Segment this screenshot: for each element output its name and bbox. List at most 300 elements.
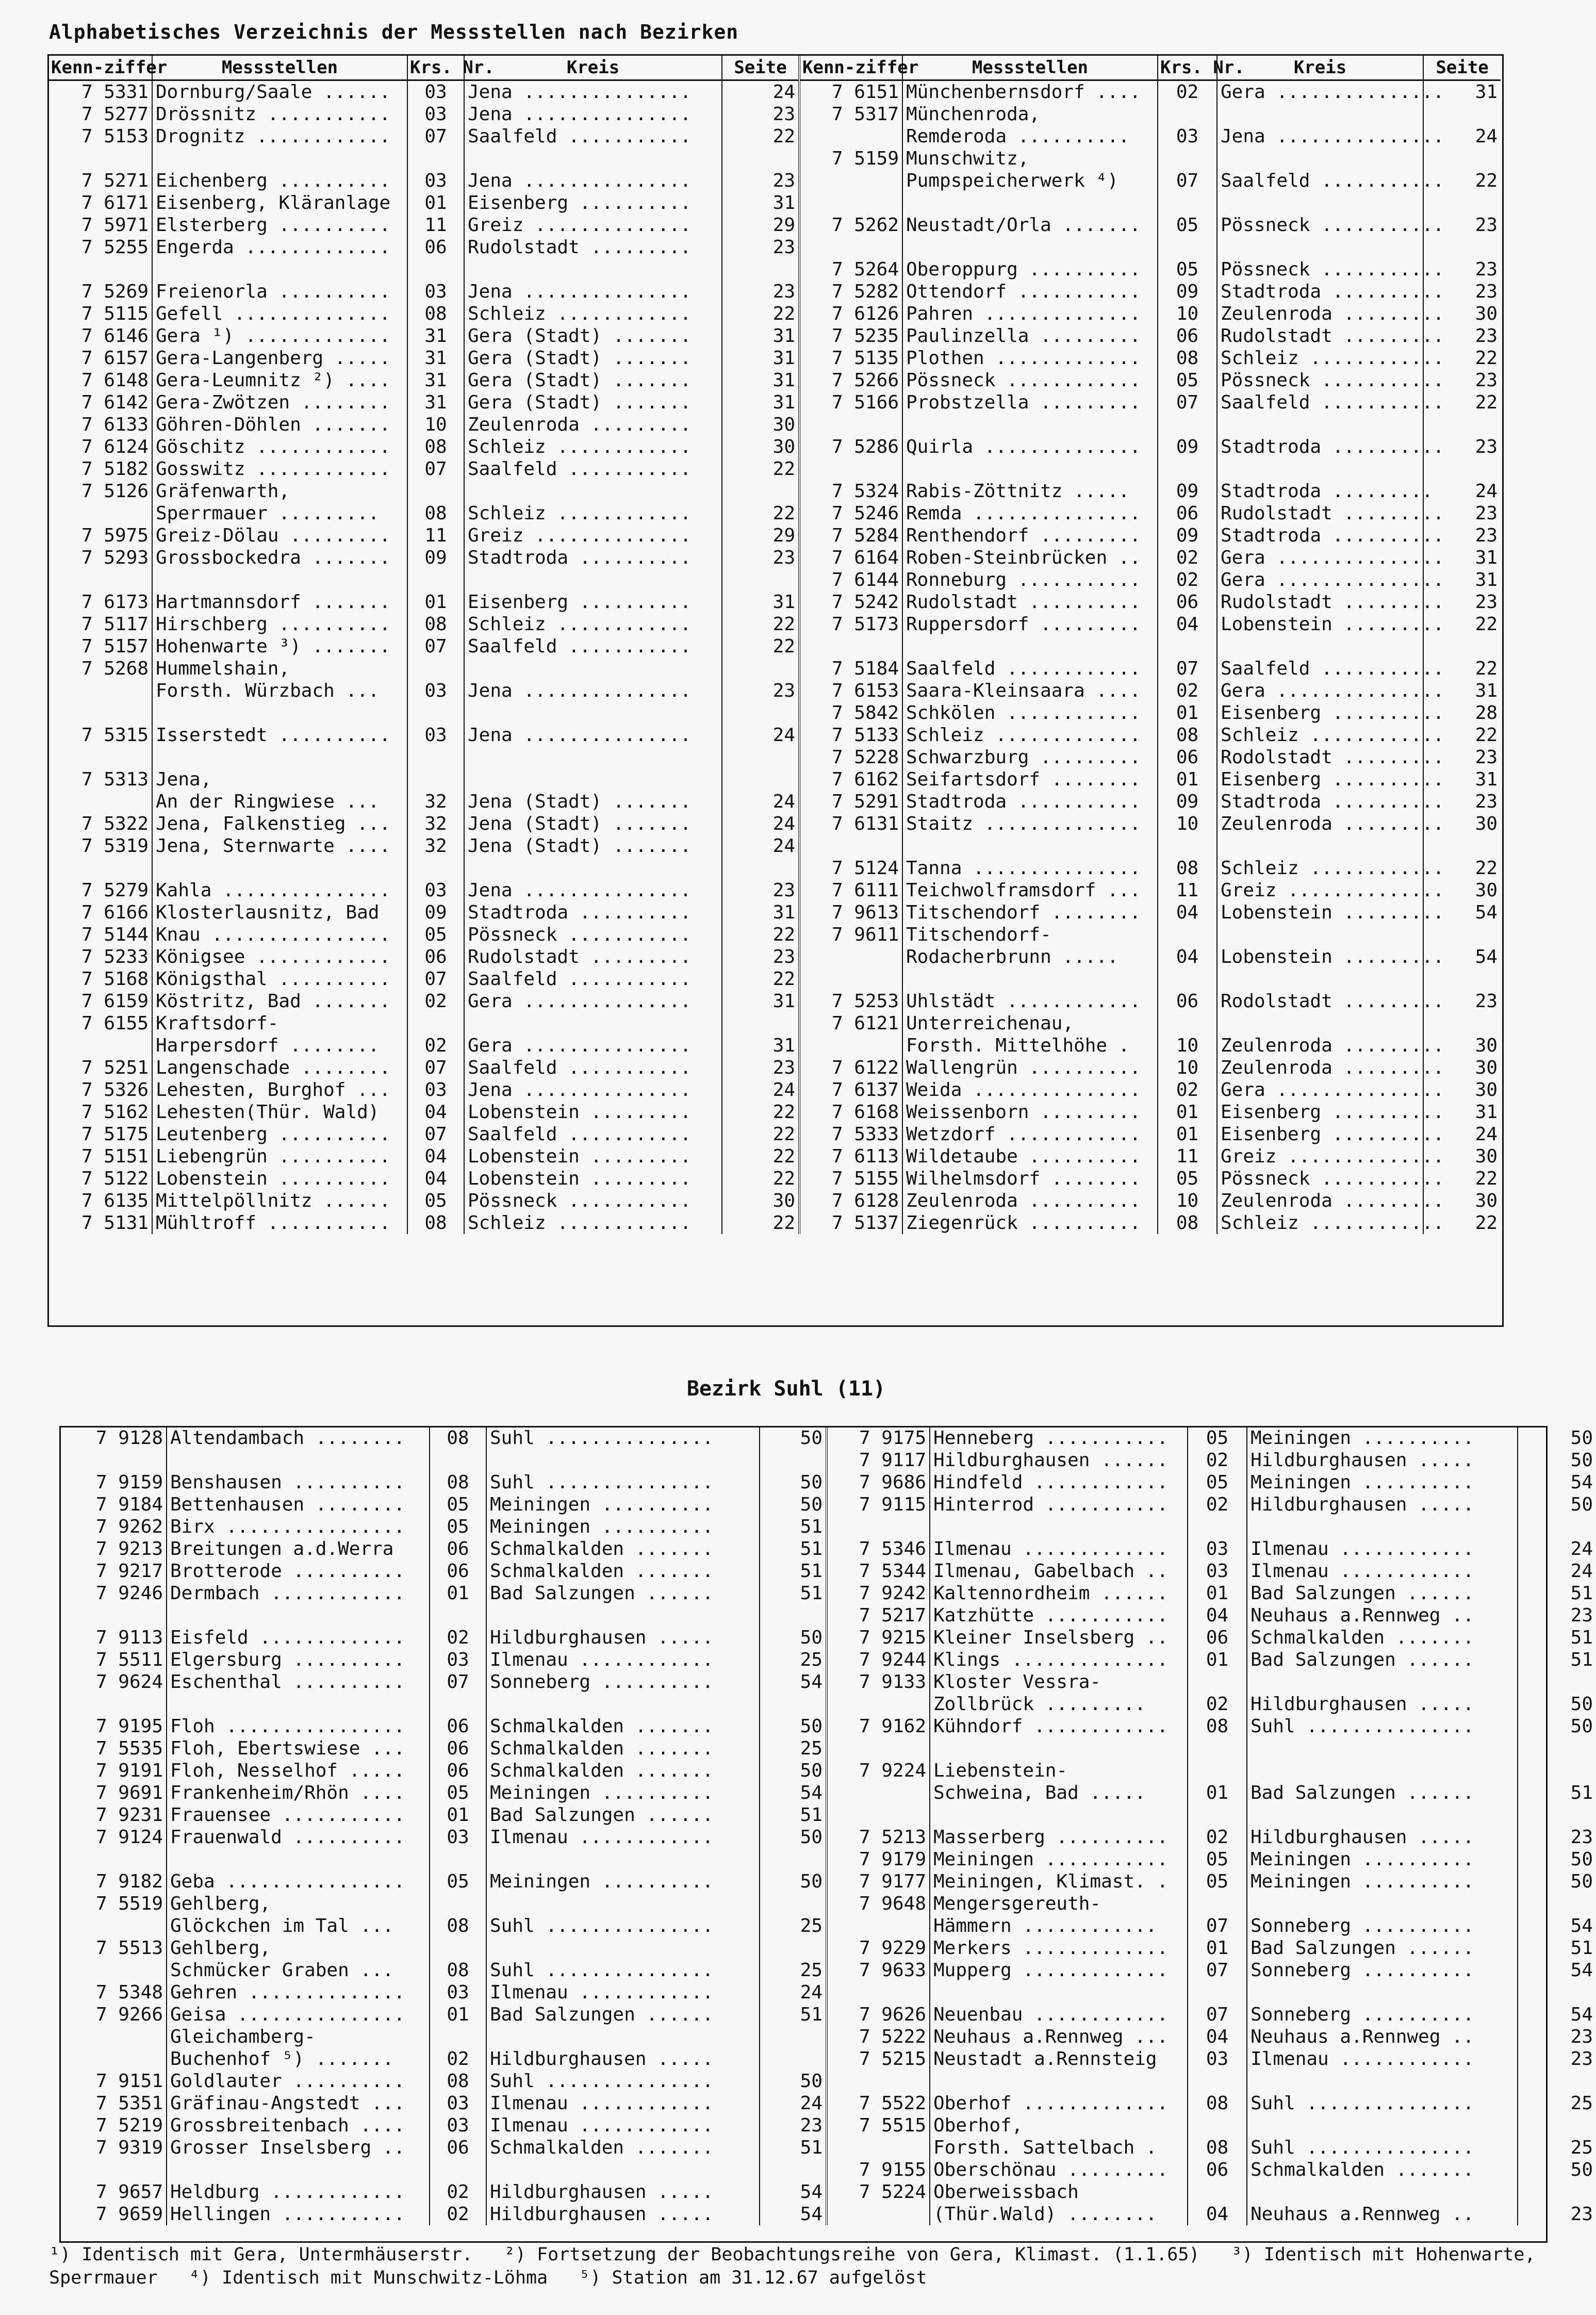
seite-cell: 51 xyxy=(1518,1649,1596,1671)
kennziffer-cell: 7 5262 xyxy=(799,214,902,236)
kreis-cell: Lobenstein ......... xyxy=(1217,946,1423,968)
kreis-cell: Pössneck ........... xyxy=(1217,214,1423,236)
messstelle-cell: Breitungen a.d.Werra xyxy=(167,1538,430,1560)
kreis-cell: Meiningen .......... xyxy=(486,1782,760,1804)
kennziffer-cell: 7 6135 xyxy=(81,1190,149,1211)
kreis-cell: Neuhaus a.Rennweg .. xyxy=(1247,2026,1518,2048)
seite-cell: 50 xyxy=(1518,1848,1596,1870)
messstelle-cell: Gehlberg, xyxy=(167,1937,430,1959)
table-row xyxy=(49,258,1501,281)
kreis-nr-cell: 11 xyxy=(1158,879,1217,901)
messstelle-cell: Gera-Leumnitz ²) .... xyxy=(152,369,407,391)
kennziffer-cell: 7 5255 xyxy=(81,237,149,258)
kennziffer-cell: 7 5279 xyxy=(81,880,149,901)
kreis-cell xyxy=(1247,1804,1518,1826)
kreis-nr-cell xyxy=(1158,1012,1217,1035)
seite-cell: 31 xyxy=(722,990,799,1012)
messstelle-cell: Ilmenau ............. xyxy=(930,1538,1188,1560)
kreis-nr-cell xyxy=(1158,458,1217,480)
kreis-cell: Jena (Stadt) ....... xyxy=(464,835,722,857)
seite-cell: 29 xyxy=(722,524,799,547)
kennziffer-cell: 7 6111 xyxy=(799,879,902,901)
footnote-2: ²) Fortsetzung der Beobachtungsreihe von Gera, Klimast. (1.1.65) xyxy=(504,2244,1200,2265)
kennziffer-cell: 7 5286 xyxy=(799,436,902,458)
seite-cell xyxy=(1518,1893,1596,1915)
table-row xyxy=(49,325,1501,347)
kennziffer-cell: 7 5184 xyxy=(799,658,902,680)
seite-cell: 23 xyxy=(1423,325,1501,347)
seite-cell: 54 xyxy=(760,1782,827,1804)
seite-cell: 50 xyxy=(1518,1693,1596,1715)
kreis-nr-cell: 07 xyxy=(1188,2004,1247,2026)
messstelle-cell: Eschenthal .......... xyxy=(167,1671,430,1693)
kreis-nr-cell xyxy=(407,768,464,791)
kreis-cell: Gera ............... xyxy=(1217,569,1423,591)
kreis-cell: Eisenberg .......... xyxy=(1217,1123,1423,1145)
seite-cell: 50 xyxy=(760,1427,827,1449)
seite-cell: 51 xyxy=(1518,1782,1596,1804)
kennziffer-cell xyxy=(827,1782,930,1804)
seite-cell xyxy=(722,702,799,724)
kreis-nr-cell: 06 xyxy=(1188,2159,1247,2181)
seite-cell xyxy=(722,658,799,680)
kennziffer-cell: 7 5266 xyxy=(799,369,902,391)
kennziffer-cell: 7 9151 xyxy=(95,2071,163,2092)
kennziffer-cell xyxy=(49,1035,152,1057)
kreis-nr-cell: 01 xyxy=(1158,768,1217,791)
kreis-nr-cell xyxy=(1188,2114,1247,2137)
seite-cell: 31 xyxy=(1423,547,1501,569)
kennziffer-cell: 7 6148 xyxy=(81,370,149,391)
messstelle-cell: Masserberg .......... xyxy=(930,1826,1188,1848)
table-row xyxy=(61,1826,1596,1848)
seite-cell: 50 xyxy=(1518,1427,1596,1449)
kreis-cell xyxy=(1247,1671,1518,1693)
kennziffer-cell xyxy=(61,2048,167,2070)
seite-cell: 23 xyxy=(1518,1826,1596,1848)
kreis-cell: Jena ............... xyxy=(464,879,722,901)
kreis-cell: Bad Salzungen ...... xyxy=(1247,1649,1518,1671)
seite-cell: 51 xyxy=(760,1804,827,1826)
kreis-nr-cell: 02 xyxy=(407,990,464,1012)
seite-cell: 50 xyxy=(1518,1449,1596,1471)
kreis-cell: Rudolstadt ......... xyxy=(464,946,722,968)
table-row xyxy=(49,192,1501,214)
kreis-nr-cell: 03 xyxy=(407,281,464,303)
seite-cell: 23 xyxy=(1423,591,1501,613)
messstelle-cell: Neustadt/Orla ....... xyxy=(902,214,1158,236)
kennziffer-cell: 7 9117 xyxy=(827,1449,930,1471)
seite-cell: 51 xyxy=(760,2004,827,2026)
kreis-nr-cell: 08 xyxy=(430,1915,486,1937)
kreis-cell: Eisenberg .......... xyxy=(1217,702,1423,724)
kreis-cell xyxy=(486,1937,760,1959)
kennziffer-cell: 7 6159 xyxy=(81,991,149,1012)
kreis-nr-cell: 31 xyxy=(407,391,464,414)
kennziffer-cell: 7 6122 xyxy=(799,1057,902,1079)
kreis-cell: Bad Salzungen ...... xyxy=(486,2004,760,2026)
seite-cell: 24 xyxy=(760,2092,827,2114)
kreis-cell: Saalfeld ........... xyxy=(464,1057,722,1079)
messstelle-cell xyxy=(152,258,407,281)
kreis-nr-cell: 04 xyxy=(407,1168,464,1190)
seite-cell: 24 xyxy=(722,791,799,813)
seite-cell: 51 xyxy=(760,1516,827,1538)
messstelle-cell: Weida ............... xyxy=(902,1079,1158,1101)
messstelle-cell: Harpersdorf ........ xyxy=(152,1035,407,1057)
kennziffer-cell: 7 5322 xyxy=(81,813,149,834)
seite-cell: 30 xyxy=(722,414,799,436)
footnote-5: ⁵) Station am 31.12.67 aufgelöst xyxy=(579,2268,927,2288)
seite-cell xyxy=(722,1012,799,1035)
kennziffer-cell: 7 5159 xyxy=(799,147,902,170)
suhl-table-body xyxy=(61,1427,1596,2225)
messstelle-cell: Pumpspeicherwerk ⁴) xyxy=(902,170,1158,192)
kennziffer-cell: 7 6162 xyxy=(799,768,902,791)
kennziffer-cell: 7 9213 xyxy=(95,1538,163,1559)
seite-cell xyxy=(1518,1804,1596,1826)
kreis-cell: Suhl ............... xyxy=(1247,1715,1518,1737)
table-row xyxy=(49,1079,1501,1101)
table-row xyxy=(49,147,1501,170)
kreis-nr-cell: 05 xyxy=(1158,369,1217,391)
seite-cell xyxy=(760,1693,827,1715)
kreis-nr-cell: 02 xyxy=(1158,569,1217,591)
seite-cell: 25 xyxy=(760,1915,827,1937)
kennziffer-cell: 7 9691 xyxy=(95,1782,163,1803)
seite-cell: 25 xyxy=(760,1737,827,1760)
kreis-cell: Rudolstadt ......... xyxy=(464,236,722,258)
kreis-cell: Lobenstein ......... xyxy=(464,1145,722,1168)
messstelle-cell xyxy=(152,702,407,724)
kreis-cell: Lobenstein ......... xyxy=(464,1101,722,1123)
kennziffer-cell: 7 5215 xyxy=(827,2048,930,2070)
messstelle-cell: Kahla ............... xyxy=(152,879,407,901)
messstelle-cell: Klosterlausnitz, Bad xyxy=(152,901,407,924)
kreis-nr-cell: 09 xyxy=(407,547,464,569)
kennziffer-cell: 7 6157 xyxy=(81,348,149,369)
seite-cell: 30 xyxy=(1423,879,1501,901)
table-row xyxy=(49,924,1501,946)
kreis-nr-cell: 03 xyxy=(430,1981,486,2004)
messstelle-cell: Schwarzburg ......... xyxy=(902,746,1158,768)
kreis-nr-cell: 02 xyxy=(430,2181,486,2203)
kreis-cell: Greiz .............. xyxy=(464,524,722,547)
seite-cell xyxy=(1518,2070,1596,2092)
messstelle-cell: Floh, Nesselhof ..... xyxy=(167,1760,430,1782)
kennziffer-cell: 7 5173 xyxy=(799,613,902,635)
kreis-cell: Schmalkalden ....... xyxy=(486,1737,760,1760)
kreis-cell: Hildburghausen ..... xyxy=(1247,1493,1518,1516)
messstelle-cell: Brotterode .......... xyxy=(167,1560,430,1582)
messstelle-cell: Birx ................ xyxy=(167,1516,430,1538)
seite-cell: 30 xyxy=(1423,1190,1501,1212)
kreis-cell xyxy=(1217,192,1423,214)
kreis-cell xyxy=(464,1012,722,1035)
table-row xyxy=(49,80,1501,104)
kreis-cell: Ilmenau ............ xyxy=(1247,1560,1518,1582)
kennziffer-cell: 7 5133 xyxy=(799,724,902,746)
kreis-nr-cell: 08 xyxy=(1158,724,1217,746)
kennziffer-cell: 7 9162 xyxy=(827,1715,930,1737)
kreis-nr-cell: 01 xyxy=(407,591,464,613)
kennziffer-cell: 7 9231 xyxy=(95,1804,163,1826)
kreis-nr-cell: 08 xyxy=(1188,2092,1247,2114)
kennziffer-cell: 7 5268 xyxy=(81,658,149,679)
seite-cell: 50 xyxy=(760,1715,827,1737)
messstelle-cell: Hämmern ............ xyxy=(930,1915,1188,1937)
kreis-nr-cell: 09 xyxy=(1158,480,1217,502)
kreis-nr-cell: 07 xyxy=(1188,1915,1247,1937)
kreis-cell xyxy=(486,1604,760,1627)
table-row xyxy=(49,724,1501,746)
messstelle-cell: Tanna ............... xyxy=(902,857,1158,879)
table-row xyxy=(49,879,1501,901)
seite-cell: 22 xyxy=(1423,1168,1501,1190)
kreis-nr-cell: 06 xyxy=(430,2137,486,2159)
kreis-nr-cell xyxy=(430,1693,486,1715)
table-row xyxy=(61,1449,1596,1471)
messstelle-cell xyxy=(152,569,407,591)
messstelle-cell: Lehesten(Thür. Wald) xyxy=(152,1101,407,1123)
kreis-cell xyxy=(486,1848,760,1870)
kennziffer-cell: 7 9155 xyxy=(827,2159,930,2181)
kreis-cell: Jena ............... xyxy=(464,103,722,125)
messstelle-cell xyxy=(930,1981,1188,2004)
messstelle-cell: Königsthal .......... xyxy=(152,968,407,990)
seite-cell: 28 xyxy=(1423,702,1501,724)
table-row xyxy=(61,1804,1596,1826)
seite-cell: 30 xyxy=(722,436,799,458)
kennziffer-cell: 7 9613 xyxy=(799,901,902,924)
kreis-nr-cell: 06 xyxy=(430,1560,486,1582)
kennziffer-cell: 7 5219 xyxy=(95,2115,163,2136)
table-row xyxy=(49,214,1501,236)
kennziffer-cell xyxy=(799,192,902,214)
kreis-nr-cell xyxy=(430,1848,486,1870)
messstelle-cell: Knau ................ xyxy=(152,924,407,946)
kreis-nr-cell: 08 xyxy=(407,502,464,524)
kennziffer-cell: 7 5115 xyxy=(81,303,149,324)
kreis-nr-cell: 05 xyxy=(407,1190,464,1212)
kreis-nr-cell: 06 xyxy=(1158,990,1217,1012)
seite-cell: 23 xyxy=(722,236,799,258)
kreis-nr-cell: 02 xyxy=(1188,1449,1247,1471)
kreis-cell: Jena ............... xyxy=(464,1079,722,1101)
kennziffer-cell: 7 6113 xyxy=(799,1145,902,1168)
footnote-3: ³) Identisch mit Hohenwarte, Sperrmauer xyxy=(49,2244,1536,2288)
kreis-nr-cell: 07 xyxy=(1158,658,1217,680)
kennziffer-cell: 7 9242 xyxy=(827,1582,930,1604)
kreis-cell xyxy=(486,1693,760,1715)
kennziffer-cell: 7 9179 xyxy=(827,1848,930,1870)
seite-cell: 31 xyxy=(722,1035,799,1057)
seite-cell: 22 xyxy=(1423,613,1501,635)
seite-cell: 30 xyxy=(1423,1145,1501,1168)
kennziffer-cell: 7 6173 xyxy=(81,592,149,613)
messstelle-cell: Münchenbernsdorf .... xyxy=(902,80,1158,104)
kreis-nr-cell: 32 xyxy=(407,813,464,835)
kreis-cell xyxy=(464,658,722,680)
messstelle-cell: Königsee ............ xyxy=(152,946,407,968)
kreis-cell: Greiz .............. xyxy=(1217,879,1423,901)
table-row xyxy=(49,236,1501,258)
kreis-cell: Meiningen .......... xyxy=(1247,1848,1518,1870)
seite-cell xyxy=(1423,192,1501,214)
table-row xyxy=(49,414,1501,436)
kreis-cell xyxy=(1217,458,1423,480)
kreis-nr-cell: 03 xyxy=(1188,2048,1247,2070)
kreis-nr-cell: 04 xyxy=(1188,1604,1247,1627)
messstelle-cell: Seifartsdorf ........ xyxy=(902,768,1158,791)
table-row xyxy=(61,2048,1596,2070)
messstelle-cell: Forsth. Würzbach ... xyxy=(152,680,407,702)
kreis-nr-cell: 10 xyxy=(1158,1057,1217,1079)
header-seite: Seite xyxy=(722,56,799,80)
messstelle-cell: Liebenstein- xyxy=(930,1760,1188,1782)
seite-cell: 23 xyxy=(1423,990,1501,1012)
seite-cell: 51 xyxy=(760,1560,827,1582)
seite-cell: 22 xyxy=(1423,391,1501,414)
suhl-index-table xyxy=(61,1427,1596,2225)
kreis-nr-cell: 05 xyxy=(430,1516,486,1538)
kennziffer-cell: 7 6171 xyxy=(81,192,149,214)
seite-cell xyxy=(1423,147,1501,170)
seite-cell: 54 xyxy=(1518,1959,1596,1981)
table-row xyxy=(61,1760,1596,1782)
messstelle-cell: Eichenberg .......... xyxy=(152,170,407,192)
kennziffer-cell xyxy=(827,1737,930,1760)
messstelle-cell: Henneberg ........... xyxy=(930,1427,1188,1449)
seite-cell: 23 xyxy=(1423,214,1501,236)
kreis-nr-cell: 08 xyxy=(407,303,464,325)
kreis-cell: Eisenberg .......... xyxy=(1217,768,1423,791)
table-row xyxy=(49,547,1501,569)
kreis-nr-cell: 02 xyxy=(430,1627,486,1649)
seite-cell: 22 xyxy=(722,303,799,325)
kennziffer-cell xyxy=(49,680,152,702)
seite-cell: 31 xyxy=(722,347,799,369)
kennziffer-cell: 7 5522 xyxy=(827,2092,930,2114)
seite-cell: 23 xyxy=(722,680,799,702)
seite-cell: 23 xyxy=(1518,2048,1596,2070)
kreis-nr-cell xyxy=(1158,924,1217,946)
messstelle-cell xyxy=(930,1737,1188,1760)
kreis-nr-cell: 05 xyxy=(1188,1848,1247,1870)
seite-cell xyxy=(1518,1737,1596,1760)
table-row xyxy=(49,635,1501,658)
kennziffer-cell: 7 9113 xyxy=(95,1627,163,1648)
seite-cell: 29 xyxy=(722,214,799,236)
seite-cell: 31 xyxy=(1423,80,1501,104)
messstelle-cell: Gleichamberg- xyxy=(167,2026,430,2048)
messstelle-cell: Hartmannsdorf ....... xyxy=(152,591,407,613)
kennziffer-cell: 7 6142 xyxy=(81,392,149,413)
table-row xyxy=(49,1057,1501,1079)
seite-cell: 23 xyxy=(722,170,799,192)
seite-cell: 23 xyxy=(1518,2026,1596,2048)
table-row xyxy=(61,1848,1596,1870)
kreis-cell: Jena ............... xyxy=(464,170,722,192)
kreis-cell: Sonneberg .......... xyxy=(1247,2004,1518,2026)
kennziffer-cell: 7 5513 xyxy=(95,1938,163,1959)
kreis-cell xyxy=(1217,924,1423,946)
messstelle-cell: Benshausen .......... xyxy=(167,1471,430,1493)
seite-cell: 51 xyxy=(760,1582,827,1604)
messstelle-cell: Zollbrück ......... xyxy=(930,1693,1188,1715)
seite-cell xyxy=(1423,414,1501,436)
kreis-nr-cell: 02 xyxy=(430,2048,486,2070)
seite-cell xyxy=(1423,1012,1501,1035)
kennziffer-cell: 7 5284 xyxy=(799,524,902,547)
kreis-nr-cell: 05 xyxy=(430,1493,486,1516)
kreis-nr-cell: 08 xyxy=(430,1427,486,1449)
messstelle-cell: Neuhaus a.Rennweg ... xyxy=(930,2026,1188,2048)
kreis-cell: Schleiz ............ xyxy=(464,303,722,325)
kennziffer-cell: 7 6168 xyxy=(799,1101,902,1123)
table-row xyxy=(49,369,1501,391)
messstelle-cell: Lehesten, Burghof ... xyxy=(152,1079,407,1101)
messstelle-cell: Geba ................ xyxy=(167,1870,430,1893)
kreis-cell: Schleiz ............ xyxy=(1217,1212,1423,1234)
kennziffer-cell: 7 5326 xyxy=(81,1079,149,1101)
kreis-nr-cell: 04 xyxy=(1158,901,1217,924)
kreis-cell: Rudolstadt ......... xyxy=(1217,591,1423,613)
seite-cell xyxy=(722,480,799,502)
kreis-cell xyxy=(1247,2070,1518,2092)
kennziffer-cell: 7 5971 xyxy=(81,215,149,236)
kreis-cell: Jena ............... xyxy=(464,80,722,104)
kennziffer-cell: 7 9659 xyxy=(95,2204,163,2225)
kennziffer-cell: 7 6155 xyxy=(81,1013,149,1034)
messstelle-cell: Hohenwarte ³) ....... xyxy=(152,635,407,658)
table-row xyxy=(49,680,1501,702)
seite-cell: 22 xyxy=(1423,1212,1501,1234)
kennziffer-cell xyxy=(799,236,902,258)
seite-cell: 23 xyxy=(722,946,799,968)
kreis-nr-cell: 05 xyxy=(430,1870,486,1893)
seite-cell xyxy=(760,1848,827,1870)
messstelle-cell: Eisfeld ............. xyxy=(167,1627,430,1649)
kreis-cell: Saalfeld ........... xyxy=(464,1123,722,1145)
messstelle-cell: Probstzella ......... xyxy=(902,391,1158,414)
messstelle-cell: Gera-Langenberg ..... xyxy=(152,347,407,369)
kreis-cell: Stadtroda .......... xyxy=(1217,281,1423,303)
kreis-cell: Schmalkalden ....... xyxy=(1247,2159,1518,2181)
kreis-cell: Ilmenau ............ xyxy=(1247,2048,1518,2070)
messstelle-cell: Ilmenau, Gabelbach .. xyxy=(930,1560,1188,1582)
seite-cell: 22 xyxy=(722,125,799,147)
messstelle-cell: Langenschade ........ xyxy=(152,1057,407,1079)
messstelle-cell: Oberschönau ......... xyxy=(930,2159,1188,2181)
kreis-nr-cell: 02 xyxy=(407,1035,464,1057)
kreis-nr-cell: 07 xyxy=(407,1123,464,1145)
kennziffer-cell: 7 5126 xyxy=(81,481,149,502)
table-row xyxy=(61,2092,1596,2114)
seite-cell: 22 xyxy=(722,1168,799,1190)
kreis-cell: Bad Salzungen ...... xyxy=(1247,1582,1518,1604)
seite-cell xyxy=(1423,236,1501,258)
table-row xyxy=(49,702,1501,724)
messstelle-cell xyxy=(167,2159,430,2181)
kreis-cell: Saalfeld ........... xyxy=(464,968,722,990)
messstelle-cell xyxy=(167,1693,430,1715)
kreis-cell: Schmalkalden ....... xyxy=(486,2137,760,2159)
kreis-cell: Zeulenroda ......... xyxy=(1217,1190,1423,1212)
kennziffer-cell xyxy=(61,1693,167,1715)
kennziffer-cell: 7 6137 xyxy=(799,1079,902,1101)
kennziffer-cell: 7 5217 xyxy=(827,1604,930,1627)
